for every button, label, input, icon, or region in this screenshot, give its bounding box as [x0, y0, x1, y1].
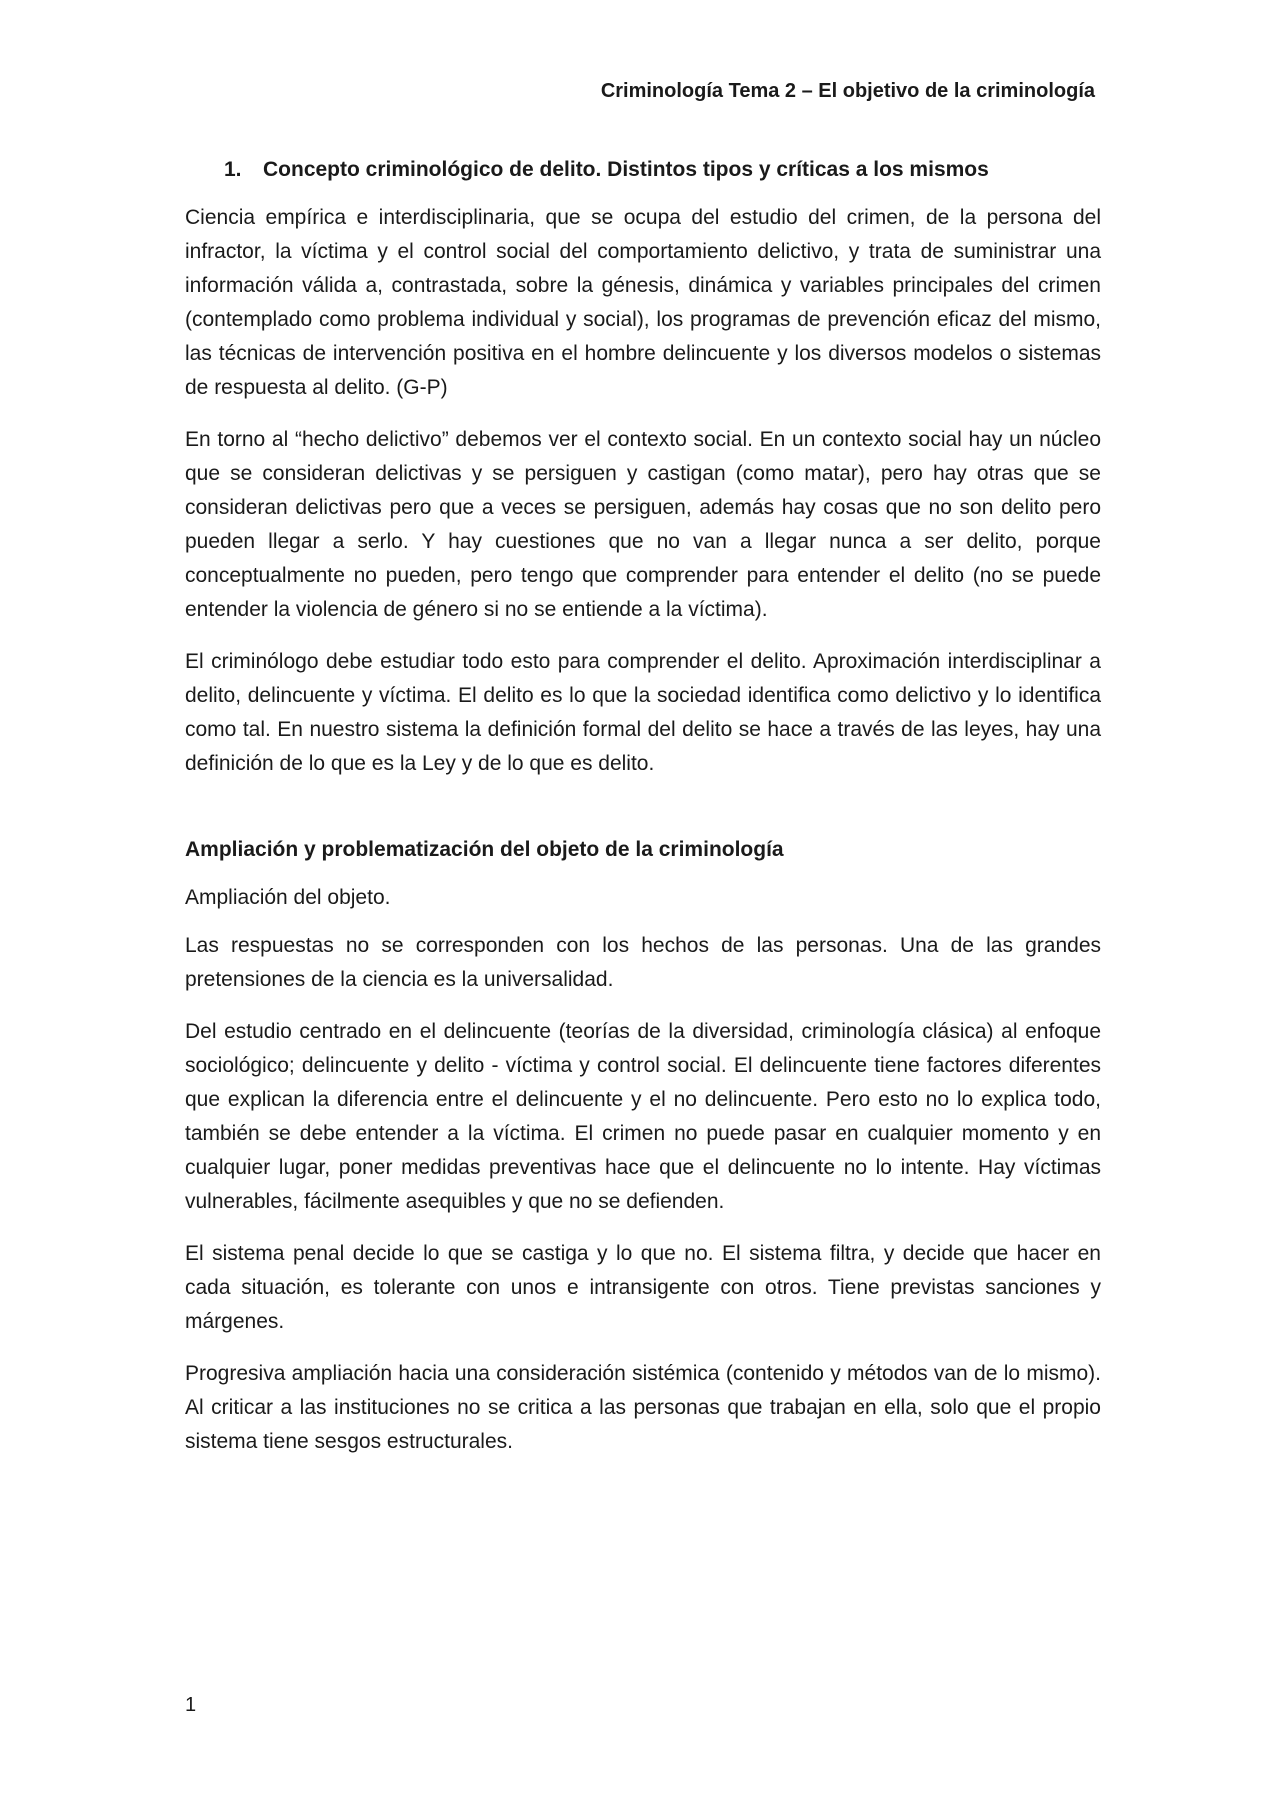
section-title: Concepto criminológico de delito. Distintos tipos y críticas a los mismos — [263, 158, 989, 181]
paragraph-definition: Ciencia empírica e interdisciplinaria, que se ocupa del estudio del crimen, de la persona del infractor, la víctima y el control social del comportamiento delictivo, y trata de suministrar una información válida a, contrastada, sobre la génesis, dinámica y variables principales del crimen (contemplado como problema individual y social), los programas de prevención eficaz del mismo, las técnicas de intervención positiva en el hombre delincuente y los diversos modelos o sistemas de respuesta al delito. (G-P) — [185, 206, 1101, 399]
paragraph-estudio-delincuente: Del estudio centrado en el delincuente (teorías de la diversidad, criminología clásica) al enfoque sociológico; delincuente y delito - víctima y control social. El delincuente tiene factores diferentes que explican la diferencia entre el delincuente y el no delincuente. Pero esto no lo explica todo, también se debe entender a la víctima. El crimen no puede pasar en cualquier momento y en cualquier lugar, poner medidas preventivas hace que el delincuente no lo intente. Hay víctimas vulnerables, fácilmente asequibles y que no se defienden. — [185, 1020, 1101, 1213]
page-header: Criminología Tema 2 – El objetivo de la criminología — [600, 80, 1095, 102]
section-heading-2: Ampliación y problematización del objeto de la criminología — [185, 838, 784, 861]
paragraph-sistema-penal: El sistema penal decide lo que se castiga y lo que no. El sistema filtra, y decide que hacer en cada situación, es tolerante con unos e intransigente con otros. Tiene previstas sanciones y márgenes. — [185, 1242, 1101, 1333]
paragraph-criminologo: El criminólogo debe estudiar todo esto para comprender el delito. Aproximación interdisciplinar a delito, delincuente y víctima. El delito es lo que la sociedad identifica como delictivo y lo identifica como tal. En nuestro sistema la definición formal del delito se hace a través de las leyes, hay una definición de lo que es la Ley y de lo que es delito. — [185, 650, 1101, 775]
blank-line — [185, 799, 1101, 833]
page-number: 1 — [185, 1694, 197, 1716]
paragraph-ampliacion-sistemica: Progresiva ampliación hacia una consideración sistémica (contenido y métodos van de lo mismo). Al criticar a las instituciones no se critica a las personas que trabajan en ella, solo que el propio sistema tiene sesgos estructurales. — [185, 1362, 1101, 1453]
section-number: 1. — [224, 158, 242, 181]
subheading-ampliacion: Ampliación del objeto. — [185, 886, 391, 909]
paragraph-hecho-delictivo: En torno al “hecho delictivo” debemos ver el contexto social. En un contexto social hay un núcleo que se consideran delictivas y se persiguen y castigan (como matar), pero hay otras que se consideran delictivas pero que a veces se persiguen, además hay cosas que no son delito pero pueden llegar a serlo. Y hay cuestiones que no van a llegar nunca a ser delito, porque conceptualmente no pueden, pero tengo que comprender para entender el delito (no se puede entender la violencia de género si no se entiende a la víctima). — [185, 428, 1101, 621]
paragraph-respuestas: Las respuestas no se corresponden con los hechos de las personas. Una de las grandes pretensiones de la ciencia es la universalidad. — [185, 934, 1101, 991]
section-heading-1 — [185, 153, 1101, 187]
document-body — [185, 153, 1101, 1477]
